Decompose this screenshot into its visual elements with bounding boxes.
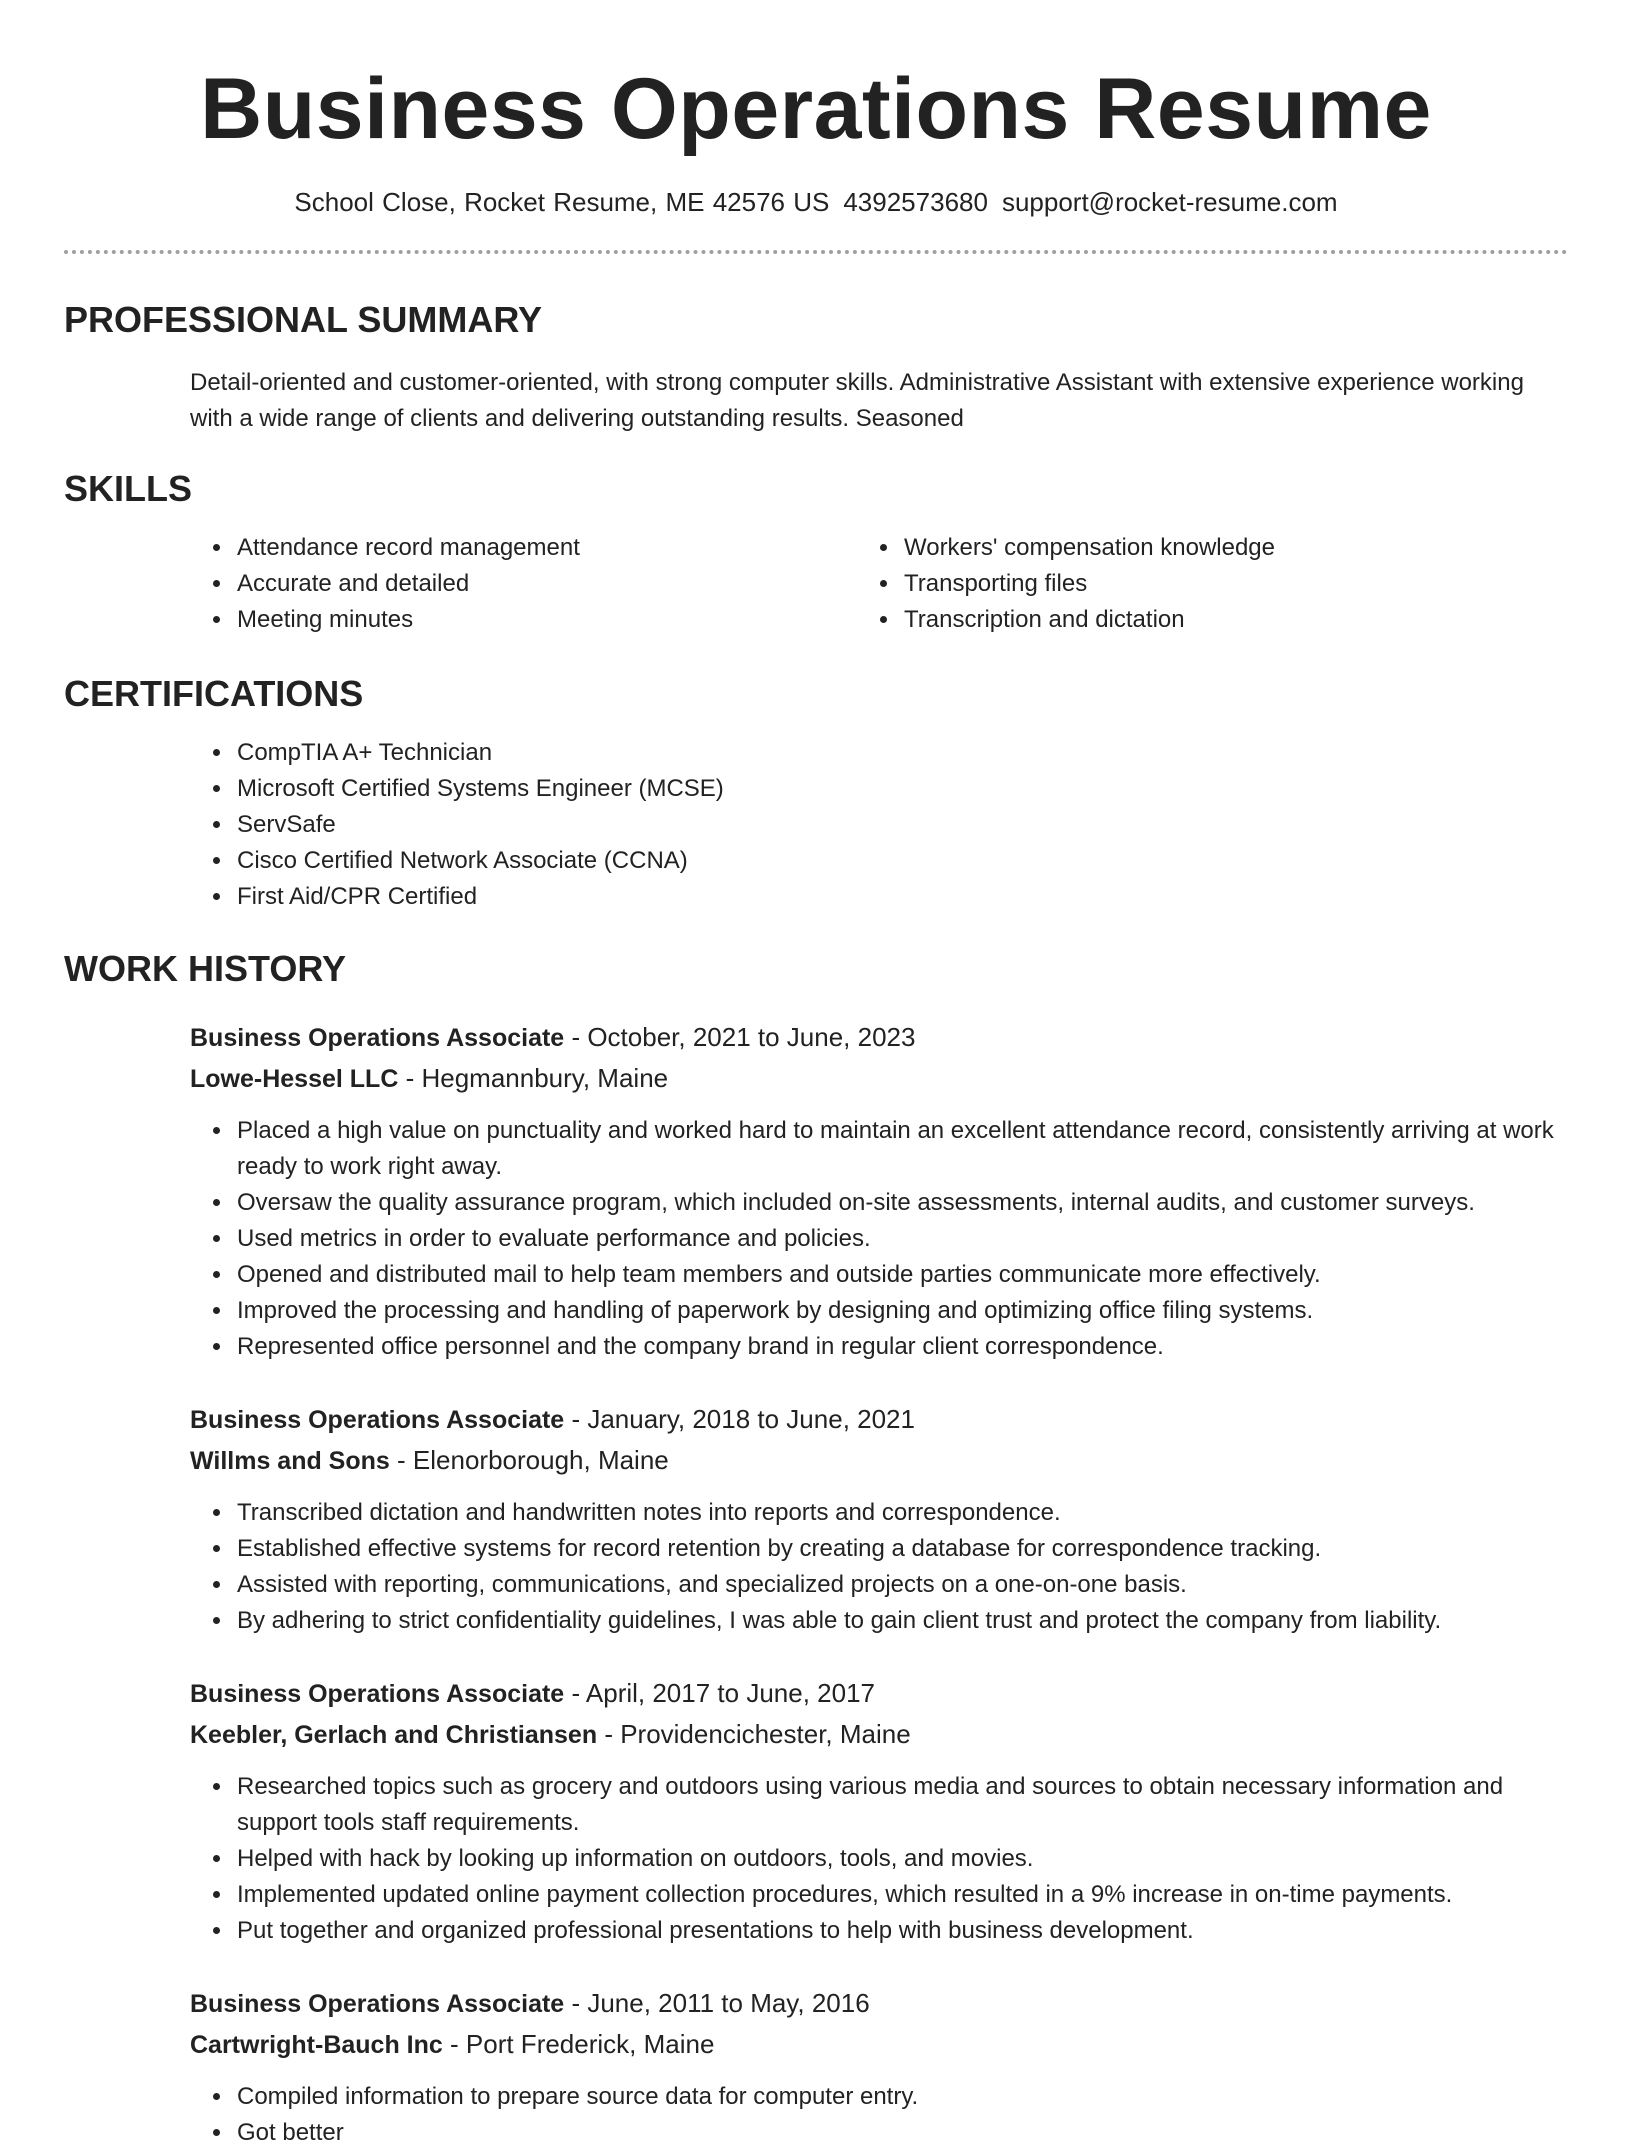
- resume-page: [64, 0, 1568, 2151]
- job-location: - Port Frederick, Maine: [442, 2028, 715, 2059]
- job-dates: - October, 2021 to June, 2023: [564, 1021, 916, 1052]
- skill-item: • Accurate and detailed: [234, 566, 901, 602]
- contact-email: support@rocket-resume.com: [1001, 186, 1338, 217]
- job-company: Keebler, Gerlach and Christiansen: [190, 1720, 598, 1749]
- contact-address: School Close, Rocket Resume, ME 42576 US: [294, 186, 830, 217]
- job-duty: • Got better: [234, 2115, 1568, 2151]
- job-duty: • Researched topics such as grocery and outdoors using various media and sources to obtain necessary information and support tools staff requirements.: [234, 1769, 1568, 1841]
- contact-phone: 4392573680: [843, 186, 988, 217]
- job-company: Cartwright-Bauch Inc: [190, 2030, 443, 2059]
- summary-text: Detail-oriented and customer-oriented, with strong computer skills. Administrative Assistant with extensive experience working with a wide range of clients and delivering outstanding results. Seasoned: [190, 369, 1524, 433]
- job-duty: • Implemented updated online payment collection procedures, which resulted in a 9% increase in on-time payments.: [234, 1877, 1568, 1913]
- job-duty: • Opened and distributed mail to help team members and outside parties communicate more effectively.: [234, 1257, 1568, 1293]
- job-entry: [190, 1017, 1568, 1365]
- job-duty: • Helped with hack by looking up information on outdoors, tools, and movies.: [234, 1841, 1568, 1877]
- section-title-certifications: CERTIFICATIONS: [64, 673, 364, 715]
- job-duty: • Established effective systems for record retention by creating a database for correspondence tracking.: [234, 1531, 1568, 1567]
- job-duty: • Put together and organized professional presentations to help with business development.: [234, 1913, 1568, 1949]
- job-duty: • Transcribed dictation and handwritten notes into reports and correspondence.: [234, 1495, 1568, 1531]
- skills-column-1: [234, 530, 901, 638]
- certifications-list: [234, 735, 1568, 915]
- contact-line: [64, 187, 1568, 218]
- job-role: Business Operations Associate: [190, 1679, 565, 1708]
- job-duty: • By adhering to strict confidentiality guidelines, I was able to gain client trust and protect the company from liability.: [234, 1603, 1568, 1639]
- job-duty: • Oversaw the quality assurance program, which included on-site assessments, internal audits, and customer surveys.: [234, 1185, 1568, 1221]
- section-title-skills: SKILLS: [64, 468, 193, 510]
- job-duties: [234, 1495, 1568, 1639]
- section-title-work-history: WORK HISTORY: [64, 948, 347, 990]
- certification-item: • Cisco Certified Network Associate (CCNA): [234, 843, 1568, 879]
- job-dates: - January, 2018 to June, 2021: [564, 1403, 915, 1434]
- job-dates: - June, 2011 to May, 2016: [564, 1987, 870, 2018]
- job-title-line: [190, 1399, 1568, 1440]
- job-title-line: [190, 1017, 1568, 1058]
- job-entry: [190, 1673, 1568, 1949]
- resume-title: Business Operations Resume: [200, 61, 1432, 157]
- job-location: - Providencichester, Maine: [597, 1718, 911, 1749]
- job-duty: • Used metrics in order to evaluate performance and policies.: [234, 1221, 1568, 1257]
- job-role: Business Operations Associate: [190, 1023, 565, 1052]
- job-company-line: [190, 2024, 1568, 2065]
- job-duty: • Improved the processing and handling of paperwork by designing and optimizing office filing systems.: [234, 1293, 1568, 1329]
- certification-item: • CompTIA A+ Technician: [234, 735, 1568, 771]
- job-duty: • Assisted with reporting, communications, and specialized projects on a one-on-one basis.: [234, 1567, 1568, 1603]
- job-title-line: [190, 1673, 1568, 1714]
- skill-item: • Transcription and dictation: [901, 602, 1568, 638]
- job-location: - Hegmannbury, Maine: [398, 1062, 669, 1093]
- job-duty: • Represented office personnel and the company brand in regular client correspondence.: [234, 1329, 1568, 1365]
- skills-grid: [64, 530, 1568, 638]
- section-professional-summary: [64, 298, 1568, 437]
- skill-item: • Transporting files: [901, 566, 1568, 602]
- job-company-line: [190, 1058, 1568, 1099]
- job-duties: [234, 1769, 1568, 1949]
- certification-item: • First Aid/CPR Certified: [234, 879, 1568, 915]
- section-title-summary: PROFESSIONAL SUMMARY: [64, 298, 543, 340]
- job-duty: • Placed a high value on punctuality and worked hard to maintain an excellent attendance record, consistently arriving at work ready to work right away.: [234, 1113, 1568, 1185]
- job-title-line: [190, 1983, 1568, 2024]
- certification-item: • ServSafe: [234, 807, 1568, 843]
- skill-item: • Attendance record management: [234, 530, 901, 566]
- job-role: Business Operations Associate: [190, 1989, 565, 2018]
- certification-item: • Microsoft Certified Systems Engineer (MCSE): [234, 771, 1568, 807]
- job-dates: - April, 2017 to June, 2017: [564, 1677, 875, 1708]
- job-duties: [234, 1113, 1568, 1365]
- job-company: Willms and Sons: [190, 1446, 390, 1475]
- skills-column-2: [901, 530, 1568, 638]
- job-duties: [234, 2079, 1568, 2151]
- skill-item: • Meeting minutes: [234, 602, 901, 638]
- job-company-line: [190, 1440, 1568, 1481]
- job-role: Business Operations Associate: [190, 1405, 565, 1434]
- job-duty: • Compiled information to prepare source data for computer entry.: [234, 2079, 1568, 2115]
- section-certifications: [64, 672, 1568, 915]
- job-company: Lowe-Hessel LLC: [190, 1064, 399, 1093]
- job-entry: [190, 1983, 1568, 2151]
- job-entry: [190, 1399, 1568, 1639]
- section-skills: [64, 467, 1568, 638]
- job-company-line: [190, 1714, 1568, 1755]
- job-location: - Elenorborough, Maine: [389, 1444, 669, 1475]
- section-work-history: [64, 947, 1568, 2150]
- skill-item: • Workers' compensation knowledge: [901, 530, 1568, 566]
- header-divider: [64, 250, 1568, 254]
